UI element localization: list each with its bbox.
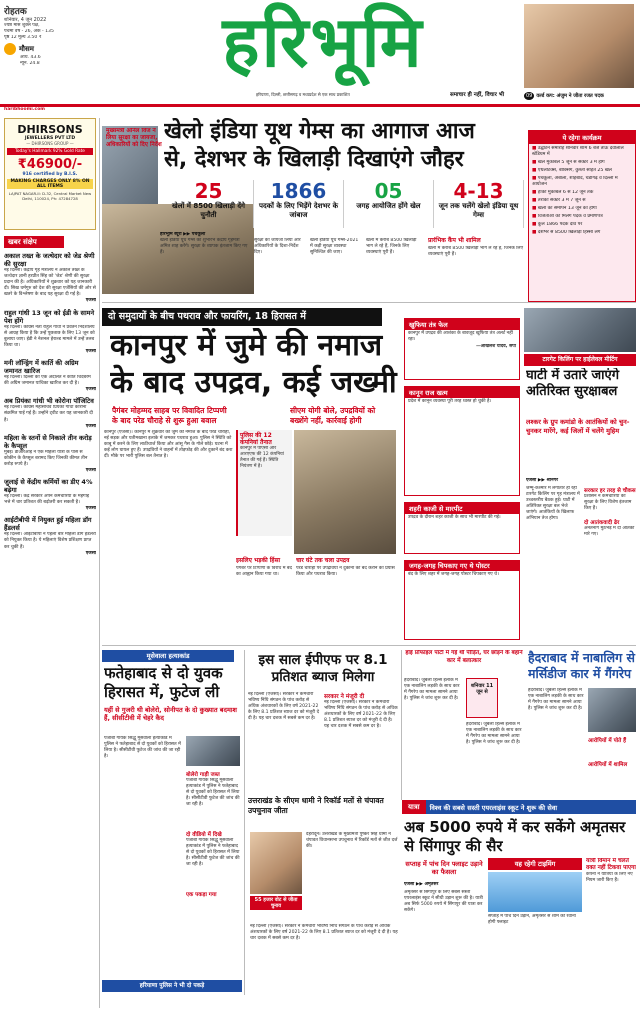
- musewala-box-title: बोलेरो गाड़ी जब्त: [186, 772, 220, 778]
- left-news-body: नई दिल्ली। कांग्रेस महासचिव प्रियंका गांधी कोरोना संक्रमित पाई गई हैं। उन्होंने ट्वीट कर यह जानकारी दी है।: [4, 405, 93, 423]
- left-news-title: मनी लॉन्ड्रिंग में कार्ति की अग्रिम जमानत खारिज: [4, 359, 79, 376]
- bullet-icon: ■: [532, 230, 538, 235]
- tourism-time-bar: यह रहेगी टाइमिंग: [488, 858, 582, 870]
- hyd-body-3: हैदराबाद। जुबली हिल्स इलाके में एक नाबालिग लड़की के साथ कार में गैंगरेप का मामला सामने आया है। पुलिस ने जांच शुरू कर दी है।: [528, 688, 584, 712]
- left-news-body: मुंबई। डीआरआई ने एक महिला यात्री के पास से कोकीन के कैप्सूल बरामद किए जिनकी कीमत तीन करोड़ रुपये है।: [4, 449, 88, 467]
- musewala-box-title-3: एक पकड़ा गया: [186, 892, 217, 898]
- min-temp: [4, 61, 104, 67]
- schedule-text: तैराकी सेक्टर 3 में 7 जून से: [537, 198, 586, 203]
- tourism-headline: अब 5000 रुपये में कर सकेंगे अमृतसर से सिंगापुर की सैर: [404, 818, 626, 855]
- divider: [244, 650, 245, 995]
- max-value: 43.6: [30, 55, 41, 61]
- bullet-icon: ■: [532, 146, 538, 151]
- schedule-text: एथलेटिक्स, बॉक्सिंग, कुश्ती सहित 25 खेल: [537, 168, 612, 173]
- sun-icon: [4, 43, 16, 55]
- tagline-right: समाचार ही नहीं, विचार भी: [450, 92, 505, 98]
- jeweller-ad[interactable]: [4, 118, 96, 230]
- schedule-item: [532, 176, 632, 188]
- ad-certification: 916 certified by B.I.S.: [22, 172, 78, 177]
- bullet-icon: ■: [532, 214, 538, 219]
- top-headline-2: से, देशभर के खिलाड़ी दिखाएंगे जौहर: [164, 147, 464, 172]
- bullet-icon: ■: [532, 222, 538, 227]
- stat-number: 25: [194, 180, 223, 203]
- hyd-side-2: आरोपियों में शामिल: [588, 762, 628, 768]
- hyd-kicker: हाई प्रोफाइल पार्टी में गई थी पीड़ित, घर छोड़ने के बहाने कार में बलात्कार: [405, 650, 523, 664]
- schedule-item: [532, 198, 632, 204]
- epf-kicker: सरकार ने मंजूरी दी: [324, 694, 365, 700]
- uk-body-2: नई दिल्ली (एजेंसी)। सरकार ने कर्मचारी भविष्य निधि संगठन के पांच करोड़ से अधिक अंशधारकों के लिए वर्ष 2021-22 के लिए 8.1 प्रतिशत ब्याज दर को मंजूरी दे दी है। यह चार दशक में सबसे कम दर है।: [250, 924, 398, 942]
- kanpur-deck-1: पैगंबर मोहम्मद साहब पर विवादित टिप्पणी: [112, 406, 227, 415]
- kanpur-deck-3: सीएम योगी बोले, उपद्रवियों को: [290, 406, 376, 415]
- promo-photo: [524, 4, 634, 88]
- hyd-date-label: शनिवार 11 जून से: [470, 683, 494, 695]
- kanpur-box-1-body: कानपुर में उपद्रव की आशंका के बावजूद खुफिया तंत्र अलर्ट नहीं रहा।: [408, 331, 513, 343]
- kashmir-side2-title: दो आतंकवादी ढेर: [584, 520, 620, 527]
- stat-label: पदकों के लिए भिड़ेंगे देशभर के जांबाज: [259, 202, 338, 219]
- kanpur-caption-body: पैगंबर पर टिप्पणी के विरोध में बंद का आह्वान किया गया था।: [236, 566, 292, 578]
- kashmir-side-body: प्रशासन ने कर्मचारियों की सुरक्षा के लिए विशेष इंतजाम किए हैं।: [584, 494, 632, 512]
- kanpur-box-2-title: कानून राज खत्म: [405, 387, 519, 398]
- masthead-rule: [0, 104, 640, 107]
- kanpur-headline-1: कानपुर में जुमे की नमाज: [110, 328, 383, 363]
- min-label: न्यून.: [20, 61, 29, 67]
- left-news-title: अकाल तख्त के जत्थेदार को जेड श्रेणी की सुरक्षा: [4, 252, 95, 268]
- stat-number: 4-13: [453, 180, 504, 203]
- kanpur-headline-2: के बाद उपद्रव, कई जख्मी: [110, 365, 397, 400]
- ad-hallmark: Today's Hallmark 92% Gold Rate: [7, 148, 93, 155]
- schedule-item: [532, 146, 632, 158]
- ad-sub: JEWELLERS PVT LTD: [24, 136, 76, 141]
- kashmir-bar: टारगेट किलिंग पर हाईलेवल मीटिंग: [524, 354, 636, 366]
- bullet-icon: ■: [532, 160, 538, 165]
- left-news-source: एजेंसी: [85, 506, 96, 512]
- dateline-box: [4, 4, 104, 70]
- tagline-left: हरियाणा, दिल्ली, छत्तीसगढ़ व मध्यप्रदेश से एक साथ प्रकाशित: [256, 92, 350, 97]
- promo-page-number: 09: [526, 93, 533, 99]
- hyd-side: आरोपियों में पोते हैं: [588, 738, 627, 744]
- kanpur-box-1: [404, 318, 520, 380]
- flight-photo: [488, 872, 582, 912]
- schedule-item: [532, 168, 632, 174]
- musewala-sidebar: [186, 770, 240, 974]
- kashmir-photo: [524, 308, 636, 352]
- kanpur-note-title: पुलिस की 12 कंपनियां तैनात: [240, 432, 272, 446]
- stat-item: [254, 180, 344, 228]
- musewala-box-title-2: दो वीडियो में दिखे: [186, 832, 222, 838]
- top-credit: हरिभूमि ब्यूरो ▶▶ पंचकूला: [160, 232, 206, 237]
- left-news-source: एजेंसी: [85, 550, 96, 556]
- tourism-time: सप्ताह में पांच दिन उड़ान, अमृतसर से शाम को रवाना होगी फ्लाइट: [488, 914, 576, 926]
- bullet-icon: ■: [532, 198, 538, 203]
- tourism-tag: यात्रा: [402, 800, 426, 814]
- stat-item: [164, 180, 254, 228]
- musewala-deck: यहीं से गुजरी थी बोलेरो, सोनीपत के दो कुख्यात बदमाश हैं, सीसीटीवी में चेहरे कैद: [104, 706, 237, 722]
- uk-headline: उत्तराखंड के सीएम धामी ने रिकॉर्ड मतों से चंपावत उपचुनाव जीता: [248, 796, 384, 815]
- schedule-item: [532, 214, 632, 220]
- kashmir-headline: घाटी में उतारे जाएंगे अतिरिक्त सुरक्षाबल: [526, 368, 620, 399]
- kashmir-deck: लश्कर के ग्रुप कमांडो के आतंकियों को चुन-चुनकर मारेंगे, कई जिलों में चलेंगे मुहिम: [526, 418, 630, 435]
- schedule-item: [532, 190, 632, 196]
- tourism-side-body: कंपनी ने यात्रियों के लिए नए नियम जारी किए हैं।: [586, 872, 633, 884]
- kanpur-box-3-title: शहरी काजी से मारपीट: [405, 503, 519, 514]
- left-news-body: नई दिल्ली। आईटीबीपी ने पहली बार महिला डॉग हैंडलरों को नियुक्त किया है। ये महिलाएं विशेष प्रशिक्षण प्राप्त कर चुकी हैं।: [4, 532, 96, 550]
- top-side-body: खेलों में करीब 8500 खिलाड़ी भाग ले रहे हैं, जिनके लिए व्यवस्थाएं पूरी हैं।: [428, 246, 524, 258]
- hyd-photo: [588, 688, 636, 732]
- musewala-box-body-2: पंजाबी गायक सिद्धू मूसेवाला हत्याकांड में पुलिस ने फतेहाबाद से दो युवकों को हिरासत में लिया है। सीसीटीवी फुटेज की जांच की जा रही है।: [186, 838, 240, 868]
- left-news-body: नई दिल्ली। केंद्रीय गृह मंत्रालय ने अकाल तख्त के जत्थेदार ज्ञानी हरप्रीत सिंह को 'जेड' श्रेणी की सुरक्षा प्रदान की है। अधिकारियों ने शुक्रवार को यह जानकारी दी। सिख धर्मगुरु को देश की सुरक्षा एजेंसियों की ओर से खतरे के विश्लेषण के बाद यह सुरक्षा दी गई है।: [4, 268, 96, 298]
- ad-price: ₹46900/-: [17, 157, 83, 172]
- kashmir-side-title: सरकार हर तरह से चौकस: [584, 488, 636, 494]
- kashmir-body: जम्मू-कश्मीर में लगातार हो रही टारगेट किलिंग पर गृह मंत्रालय में उच्चस्तरीय बैठक हुई। घाटी में अतिरिक्त सुरक्षा बल भेजे जाएंगे। आतंकियों के खिलाफ अभियान तेज होगा।: [526, 486, 580, 522]
- bullet-icon: ■: [532, 168, 538, 173]
- stat-label: खेलों में 8500 खिलाड़ी देंगे चुनौती: [171, 202, 245, 219]
- left-news-source: एजेंसी: [85, 348, 96, 354]
- hyd-headline: हैदराबाद में नाबालिग से मर्सिडीज कार में गैंगरेप: [528, 650, 635, 681]
- musewala-footer: हरियाणा पुलिस ने भी दो पकड़े: [102, 980, 242, 992]
- left-news-item[interactable]: [4, 397, 96, 429]
- left-news-title: जुलाई से केंद्रीय कर्मियों का डीए 4% बढ़ेगा: [4, 478, 93, 495]
- kanpur-box-3: [404, 502, 520, 554]
- tourism-side-title: यात्री विमान में चलते वक्त नहीं टिकवा पाएगा: [586, 858, 636, 871]
- divider: [401, 650, 402, 800]
- hyd-date-box: [466, 678, 498, 718]
- divider: [102, 302, 636, 303]
- stats-row: [164, 180, 524, 228]
- left-news-title: आईटीबीपी में नियुक्त हुई महिला डॉग हैंडलर्स: [4, 516, 92, 533]
- tourism-credit: एजेंसी ▶▶ अमृतसर: [404, 882, 439, 887]
- ad-making: MAKING CHARGES ONLY 8% ON ALL ITEMS: [7, 179, 93, 189]
- kanpur-mid-title: चार घंटे तक चला उपद्रव: [296, 557, 350, 564]
- schedule-header: ये रहेगा कार्यक्रम: [529, 131, 635, 144]
- bullet-icon: ■: [532, 206, 538, 211]
- promo-strip[interactable]: [524, 90, 640, 102]
- musewala-photo: [186, 736, 240, 766]
- min-value: 24.8: [29, 61, 40, 67]
- left-news-title: राहुल गांधी 13 जून को ईडी के सामने पेश होंगे: [4, 308, 95, 325]
- schedule-text: खेलों का समापन 13 जून को होगा: [537, 206, 597, 211]
- left-news-list: [4, 252, 96, 1007]
- promo-text: वर्ल्ड कप: अंजुम ने जीता रजत पदक: [536, 93, 604, 99]
- left-col-header: खबर संक्षेप: [4, 236, 64, 248]
- left-news-source: एजेंसी: [85, 387, 96, 393]
- left-news-source: एजेंसी: [85, 467, 96, 473]
- masthead: [0, 0, 640, 112]
- samvat: ज्येष्ठ मास शुक्ल पक्ष,: [4, 23, 40, 29]
- left-news-body: नई दिल्ली। दिल्ली की एक अदालत ने कार्ति चिदंबरम की अग्रिम जमानत याचिका खारिज कर दी है।: [4, 375, 91, 387]
- kashmir-credit: एजेंसी ▶▶ श्रीनगर: [526, 478, 558, 483]
- kanpur-kicker: दो समुदायों के बीच पथराव और फायरिंग, 18 हिरासत में: [102, 308, 382, 326]
- kanpur-box-1-source: —अखिलेश यादव, सपा: [476, 344, 516, 350]
- epf-body-2: नई दिल्ली (एजेंसी)। सरकार ने कर्मचारी भविष्य निधि संगठन के पांच करोड़ से अधिक अंशधारकों के लिए वर्ष 2021-22 के लिए 8.1 प्रतिशत ब्याज दर को मंजूरी दे दी है। यह चार दशक में सबसे कम दर है।: [324, 700, 398, 730]
- left-news-item[interactable]: [4, 309, 96, 355]
- top-body-d: खेलों में करीब 8500 खिलाड़ी भाग ले रहे हैं, जिनके लिए व्यवस्थाएं पूरी हैं।: [366, 238, 417, 256]
- price: पृष्ठ 12 मूल्य 3.50 ₹: [4, 35, 42, 41]
- musewala-box-body: पंजाबी गायक सिद्धू मूसेवाला हत्याकांड में पुलिस ने फतेहाबाद से दो युवकों को हिरासत में लिया है। सीसीटीवी फुटेज की जांच की जा रही है।: [186, 778, 240, 808]
- stat-number: 1866: [270, 180, 327, 203]
- schedule-item: [532, 206, 632, 212]
- kashmir-side: [584, 486, 636, 638]
- bullet-icon: ■: [532, 190, 538, 195]
- kanpur-riot-photo: [294, 430, 396, 554]
- top-headline-1: खेलो इंडिया यूथ गेम्स का आगाज आज: [164, 119, 475, 144]
- tourism-bar: [402, 800, 636, 814]
- tourism-body: अमृतसर से सिंगापुर के लिए सबसे सस्ती एयरलाइंस स्कूट ने सीधी उड़ान शुरू की है। यात्री अब सिर्फ 5000 रुपये में सिंगापुर की यात्रा कर सकेंगे।: [404, 890, 483, 914]
- epf-body: नई दिल्ली (एजेंसी)। सरकार ने कर्मचारी भविष्य निधि संगठन के पांच करोड़ से अधिक अंशधारकों के लिए वर्ष 2021-22 के लिए 8.1 प्रतिशत ब्याज दर को मंजूरी दे दी है। यह चार दशक में सबसे कम दर है।: [248, 692, 320, 722]
- top-body-c: खेलो इंडिया यूथ गेम्स-2021 में कड़ी सुरक्षा व्यवस्था सुनिश्चित की जाए।: [310, 238, 359, 256]
- musewala-body: पंजाबी गायक सिद्धू मूसेवाला हत्याकांड में पुलिस ने फतेहाबाद से दो युवकों को हिरासत में लिया है। सीसीटीवी फुटेज की जांच की जा रही है।: [104, 736, 181, 760]
- schedule-item: [532, 160, 632, 166]
- divider: [102, 645, 636, 646]
- weather-box: [4, 43, 104, 55]
- left-news-source: एजेंसी: [85, 298, 96, 304]
- kanpur-deck-2: के बाद परेड चौराहे से शुरू हुआ बवाल: [112, 416, 217, 425]
- musewala-bar: मूसेवाला हत्याकांड: [102, 650, 234, 662]
- kanpur-note-box: [236, 430, 292, 536]
- kanpur-box-2-body: प्रदेश में कानून व्यवस्था पूरी तरह ध्वस्त हो चुकी है।: [408, 399, 492, 404]
- left-news-title: महिला के स्तनों से निकाले तीन करोड़ के कैप्सूल: [4, 433, 92, 450]
- left-news-item[interactable]: [4, 252, 96, 305]
- schedule-text: खेल मुकाबले 5 जून से सेक्टर 3 में होंगे: [537, 160, 605, 165]
- kashmir-side2-body: अनंतनाग मुठभेड़ में दो आतंकी मारे गए।: [584, 526, 635, 538]
- weather-label: मौसम: [19, 44, 34, 53]
- kanpur-note-body: कानपुर में पीएसी और आरएएफ की 12 कंपनियां तैनात की गई हैं। स्थिति नियंत्रण में है।: [240, 446, 284, 470]
- uk-body: देहरादून। उत्तराखंड के मुख्यमंत्री पुष्कर सिंह धामी ने चंपावत विधानसभा उपचुनाव में रिकॉर्ड मतों से जीत दर्ज की।: [306, 832, 398, 850]
- schedule-box: [528, 130, 636, 302]
- dhami-photo: [250, 832, 302, 894]
- page-info: पंचमी वर्ष - 26, अंक - 135: [4, 29, 54, 35]
- divider: [99, 118, 100, 1008]
- website[interactable]: haribhoomi.com: [4, 107, 45, 112]
- left-news-item[interactable]: [4, 516, 96, 556]
- stat-item: [434, 180, 524, 228]
- bullet-icon: ■: [532, 176, 538, 181]
- epf-headline: इस साल ईपीएफ पर 8.1 प्रतिशत ब्याज मिलेगा: [258, 652, 388, 685]
- ad-brand: DHIRSONS: [17, 123, 83, 136]
- schedule-text: देशभर से 8500 खिलाड़ी हिस्सा लेंगे: [537, 230, 601, 235]
- hyd-body: हैदराबाद। जुबली हिल्स इलाके में एक नाबालिग लड़की के साथ कार में गैंगरेप का मामला सामने आया है। पुलिस ने जांच शुरू कर दी है।: [404, 678, 460, 702]
- kanpur-box-1-title: खुफिया तंत्र फेल: [405, 319, 519, 330]
- hyd-body-2: हैदराबाद। जुबली हिल्स इलाके में एक नाबालिग लड़की के साथ कार में गैंगरेप का मामला सामने आया है। पुलिस ने जांच शुरू कर दी है।: [466, 722, 522, 746]
- left-news-title: अब प्रियंका गांधी भी कोरोना पॉजिटिव: [4, 397, 94, 406]
- tourism-bar-text: विश्व की सबसे सस्ती एयरलाइंस स्कूट ने शुरू की सेवा: [429, 803, 558, 812]
- top-side-note: प्रारंभिक कैंप भी शामिल: [428, 237, 481, 244]
- schedule-text: हॉकी मुकाबले 6 से 12 जून तक: [537, 190, 594, 195]
- tourism-side: [586, 858, 636, 994]
- schedule-item: [532, 222, 632, 228]
- kanpur-box-4: [404, 560, 520, 640]
- stat-label: जगह आयोजित होंगे खेल: [356, 202, 421, 210]
- kanpur-body: कानपुर (एजेंसी)। कानपुर में शुक्रवार को जुमे की नमाज के बाद परेड चौराहा, नई सड़क और यतीमखाना इलाके में जमकर पथराव हुआ। पुलिस ने स्थिति को काबू में करने के लिए लाठीचार्ज किया और आंसू गैस के गोले छोड़े। घटना में कई लोग घायल हुए हैं। उपद्रवियों ने वाहनों में तोड़फोड़ की और दुकानें बंद करा दीं। मौके पर भारी पुलिस बल तैनात है।: [104, 430, 233, 460]
- schedule-item: [532, 230, 632, 236]
- ad-address: LAJPAT NAGAR-II: D-32, Central Market New Delhi, 110024, Ph: 47284728: [8, 191, 92, 201]
- kanpur-box-4-body: बंद के लिए शहर में जगह-जगह पोस्टर चिपकाए गए थे।: [408, 572, 499, 577]
- schedule-text: उद्घाटन समारोह शनिवार शाम 6 बजे ताऊ देवीलाल स्टेडियम में: [532, 146, 624, 157]
- tourism-kicker: सप्ताह में पांच दिन फ्लाइट उड़ाने का फैसला: [405, 860, 483, 876]
- left-news-source: एजेंसी: [85, 423, 96, 429]
- top-body-a: खेलो इंडिया यूथ गेम्स का शुभारंभ केंद्रीय गृहमंत्री अमित शाह करेंगे। सुरक्षा के व्यापक इंतजाम किए गए हैं।: [160, 238, 248, 256]
- left-news-item[interactable]: [4, 434, 96, 474]
- musewala-headline: फतेहाबाद से दो युवक हिरासत में, फुटेज ली: [104, 664, 223, 701]
- ad-group: — DHIRSONS GROUP —: [26, 141, 74, 146]
- city: रोहतक: [4, 7, 27, 17]
- left-news-body: नई दिल्ली। केंद्र सरकार अपने कर्मचारियों के महंगाई भत्ते में चार प्रतिशत की बढ़ोतरी कर सकती है।: [4, 494, 90, 506]
- kanpur-box-4-title: जगह-जगह चिपकाए गए थे पोस्टर: [405, 561, 519, 571]
- top-body-b: सुरक्षा का जायजा लिया और अधिकारियों के दिशा-निर्देश दिए।: [254, 238, 301, 256]
- stat-number: 05: [374, 180, 403, 203]
- schedule-text: कुल 1866 पदक दांव पर: [537, 222, 583, 227]
- left-news-item[interactable]: [4, 478, 96, 512]
- kanpur-deck-4: बख्शेंगे नहीं, कार्रवाई होगी: [290, 416, 362, 425]
- uk-badge: 55 हजार वोट से जीता चुनाव: [250, 896, 302, 910]
- stat-label: जून तक चलेंगे खेलो इंडिया यूथ गेम्स: [438, 202, 519, 219]
- kanpur-photo-caption: इसलिए भड़की हिंसा: [236, 557, 281, 564]
- kanpur-box-3-body: उपद्रव के दौरान शहर काजी के साथ भी मारपीट की गई।: [408, 515, 501, 520]
- date: शनिवार, 4 जून 2022: [4, 17, 47, 23]
- schedule-text: विजेताओं को मिलेंगे पदक व प्रमाणपत्र: [537, 214, 603, 219]
- logo[interactable]: हरिभूमि: [222, 1, 424, 83]
- left-news-item[interactable]: [4, 359, 96, 393]
- left-news-body: नई दिल्ली। कांग्रेस नेता राहुल गांधी ने प्रवर्तन निदेशालय से आग्रह किया है कि उन्हें पूछताछ के लिए 13 जून को बुलाया जाए। ईडी ने नेशनल हेराल्ड मामले में उन्हें तलब किया था।: [4, 324, 95, 348]
- kanpur-box-2: [404, 386, 520, 496]
- kanpur-mid-body: परेड चौराहा पर उपद्रवियों ने दुकानों को बंद कराने का प्रयास किया और पथराव किया।: [296, 566, 395, 578]
- stat-item: [344, 180, 434, 228]
- top-kicker: मुख्यमंत्री अनिल विज ने लिया सुरक्षा का जायजा, अधिकारियों को दिए निर्देश: [106, 128, 162, 149]
- max-label: अधि.: [20, 55, 29, 61]
- schedule-text: पंचकूला, अंबाला, शाहबाद, चंडीगढ़ व दिल्ली में आयोजन: [532, 176, 618, 187]
- schedule-list: [529, 144, 635, 240]
